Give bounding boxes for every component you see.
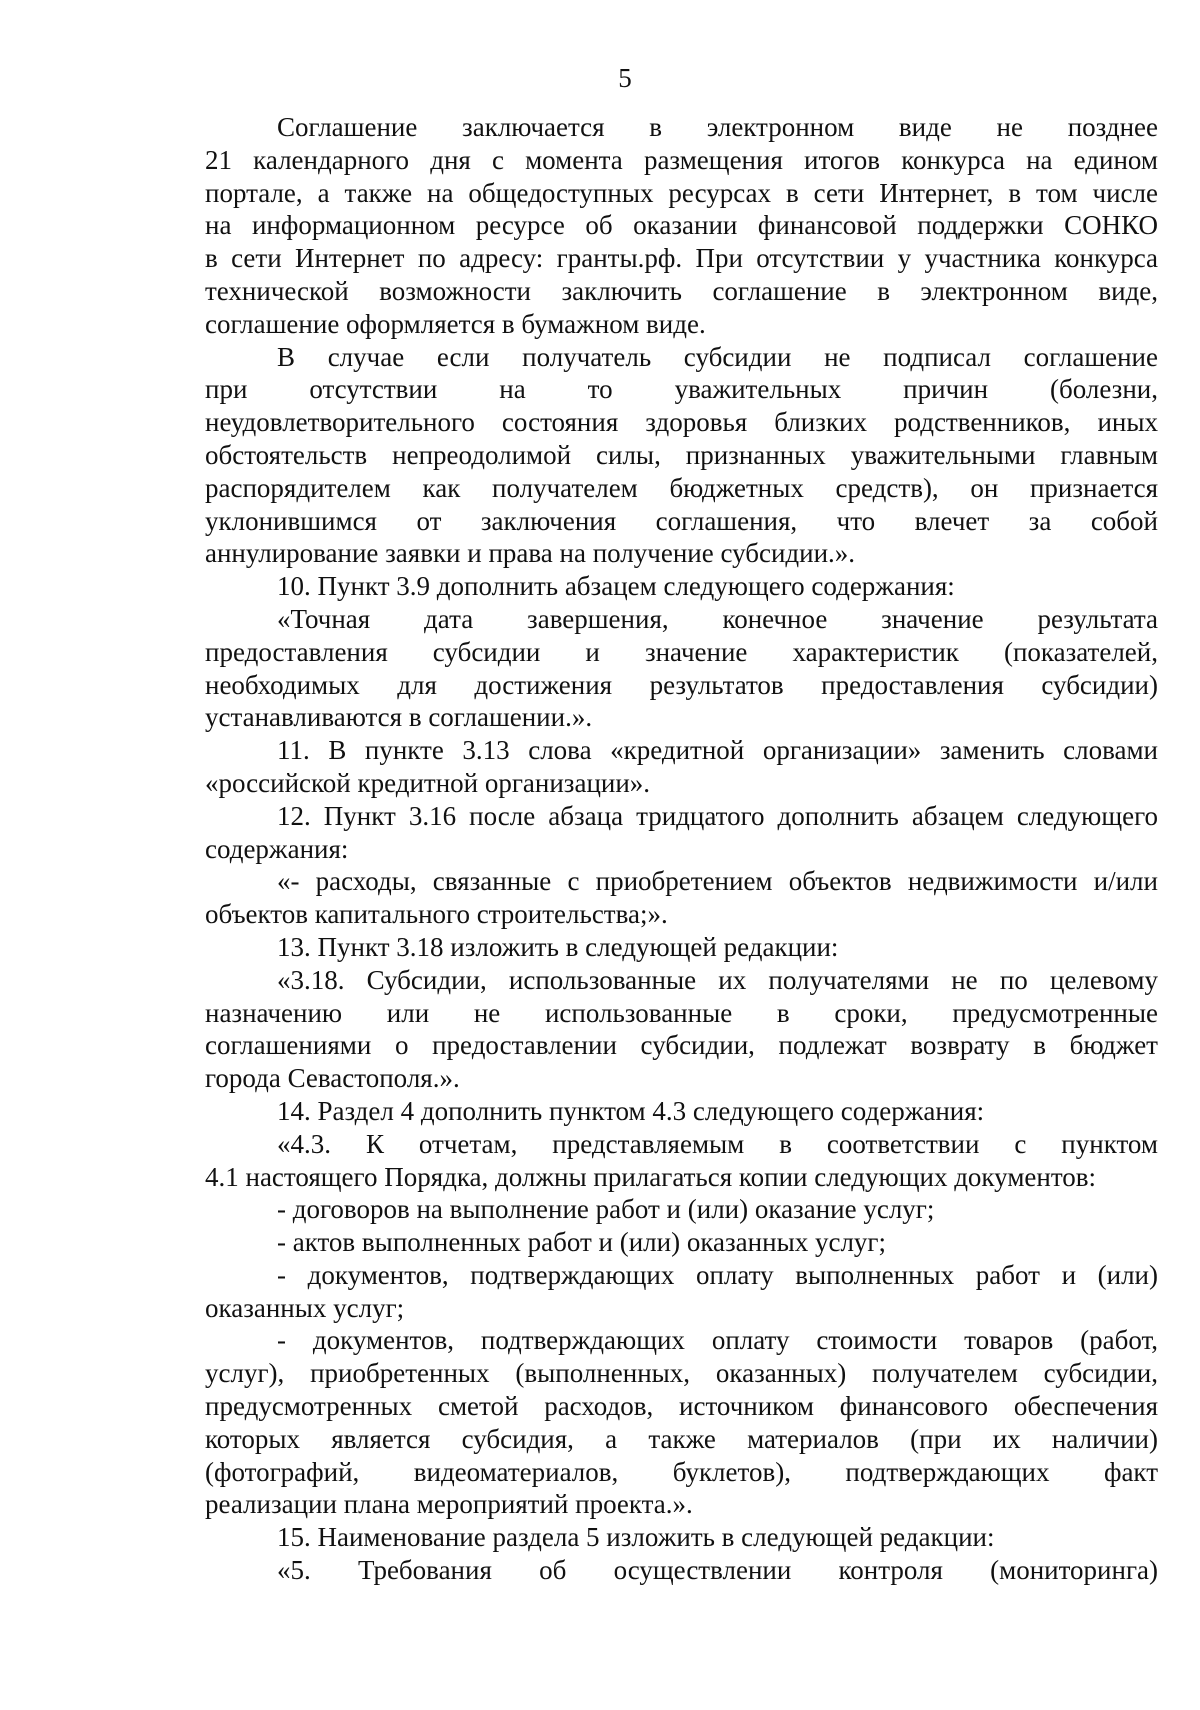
text-line: реализации плана мероприятий проекта.». <box>205 1489 693 1520</box>
text-line: «5. Требования об осуществлении контроля (мониторинга) <box>277 1555 1158 1586</box>
text-line: необходимых для достижения результатов предоставления субсидии) <box>205 669 1158 700</box>
text-line: услуг), приобретенных (выполненных, оказанных) получателем субсидии, <box>205 1358 1158 1389</box>
text-line: 15. Наименование раздела 5 изложить в следующей редакции: <box>277 1522 995 1553</box>
text-line: 4.1 настоящего Порядка, должны прилагаться копии следующих документов: <box>205 1161 1097 1192</box>
text-line: в сети Интернет по адресу: гранты.рф. При отсутствии у участника конкурса <box>205 243 1158 274</box>
text-line: назначению или не использованные в сроки, предусмотренные <box>205 997 1158 1028</box>
text-line: устанавливаются в соглашении.». <box>205 702 593 733</box>
text-line: содержания: <box>205 833 349 864</box>
text-line: 11. В пункте 3.13 слова «кредитной организации» заменить словами <box>277 735 1158 766</box>
text-line: 21 календарного дня с момента размещения итогов конкурса на едином <box>205 144 1158 175</box>
text-line: предусмотренных сметой расходов, источником финансового обеспечения <box>205 1391 1158 1422</box>
document-body <box>205 111 1158 1587</box>
paragraph <box>205 1259 1158 1325</box>
text-line: на информационном ресурсе об оказании финансовой поддержки СОНКО <box>205 210 1158 241</box>
paragraph <box>205 1554 1158 1587</box>
text-line: оказанных услуг; <box>205 1292 405 1323</box>
text-line: - документов, подтверждающих оплату выполненных работ и (или) <box>277 1259 1158 1290</box>
paragraph <box>205 570 1158 603</box>
text-line: аннулирование заявки и права на получение субсидии.». <box>205 538 856 569</box>
text-line: «российской кредитной организации». <box>205 767 651 798</box>
text-line: города Севастополя.». <box>205 1063 460 1094</box>
text-line: - актов выполненных работ и (или) оказанных услуг; <box>277 1227 886 1258</box>
paragraph <box>205 865 1158 931</box>
paragraph <box>205 1324 1158 1521</box>
text-line: 13. Пункт 3.18 изложить в следующей редакции: <box>277 931 839 962</box>
text-line: «3.18. Субсидии, использованные их получателями не по целевому <box>277 964 1158 995</box>
paragraph <box>205 800 1158 866</box>
paragraph <box>205 1095 1158 1128</box>
text-line: - договоров на выполнение работ и (или) оказание услуг; <box>277 1194 935 1225</box>
paragraph <box>205 1521 1158 1554</box>
text-line: (фотографий, видеоматериалов, буклетов), подтверждающих факт <box>205 1456 1158 1487</box>
text-line: «4.3. К отчетам, представляемым в соответствии с пунктом <box>277 1128 1158 1159</box>
text-line: 10. Пункт 3.9 дополнить абзацем следующего содержания: <box>277 571 955 602</box>
text-line: Соглашение заключается в электронном виде не позднее <box>277 112 1158 142</box>
text-line: «- расходы, связанные с приобретением объектов недвижимости и/или <box>277 866 1158 897</box>
paragraph <box>205 734 1158 800</box>
text-line: 12. Пункт 3.16 после абзаца тридцатого дополнить абзацем следующего <box>277 800 1158 831</box>
paragraph <box>205 1193 1158 1226</box>
paragraph <box>205 964 1158 1095</box>
text-line: соглашение оформляется в бумажном виде. <box>205 308 706 339</box>
text-line: которых является субсидия, а также материалов (при их наличии) <box>205 1423 1158 1454</box>
text-line: В случае если получатель субсидии не подписал соглашение <box>277 341 1158 372</box>
text-line: обстоятельств непреодолимой силы, признанных уважительными главным <box>205 439 1158 470</box>
text-line: при отсутствии на то уважительных причин (болезни, <box>205 374 1158 405</box>
paragraph <box>205 931 1158 964</box>
text-line: объектов капитального строительства;». <box>205 899 668 930</box>
text-line: 14. Раздел 4 дополнить пунктом 4.3 следующего содержания: <box>277 1095 985 1126</box>
text-line: распорядителем как получателем бюджетных средств), он признается <box>205 472 1158 503</box>
text-line: предоставления субсидии и значение характеристик (показателей, <box>205 636 1158 667</box>
text-line: «Точная дата завершения, конечное значение результата <box>277 603 1158 634</box>
text-line: портале, а также на общедоступных ресурсах в сети Интернет, в том числе <box>205 177 1158 208</box>
paragraph <box>205 1226 1158 1259</box>
paragraph <box>205 1128 1158 1194</box>
paragraph <box>205 111 1158 341</box>
paragraph <box>205 341 1158 571</box>
text-line: соглашениями о предоставлении субсидии, подлежат возврату в бюджет <box>205 1030 1158 1061</box>
text-line: технической возможности заключить соглашение в электронном виде, <box>205 275 1158 306</box>
text-line: - документов, подтверждающих оплату стоимости товаров (работ, <box>277 1325 1158 1356</box>
paragraph <box>205 603 1158 734</box>
text-line: уклонившимся от заключения соглашения, что влечет за собой <box>205 505 1158 536</box>
text-line: неудовлетворительного состояния здоровья близких родственников, иных <box>205 407 1158 438</box>
page-number: 5 <box>618 63 632 93</box>
